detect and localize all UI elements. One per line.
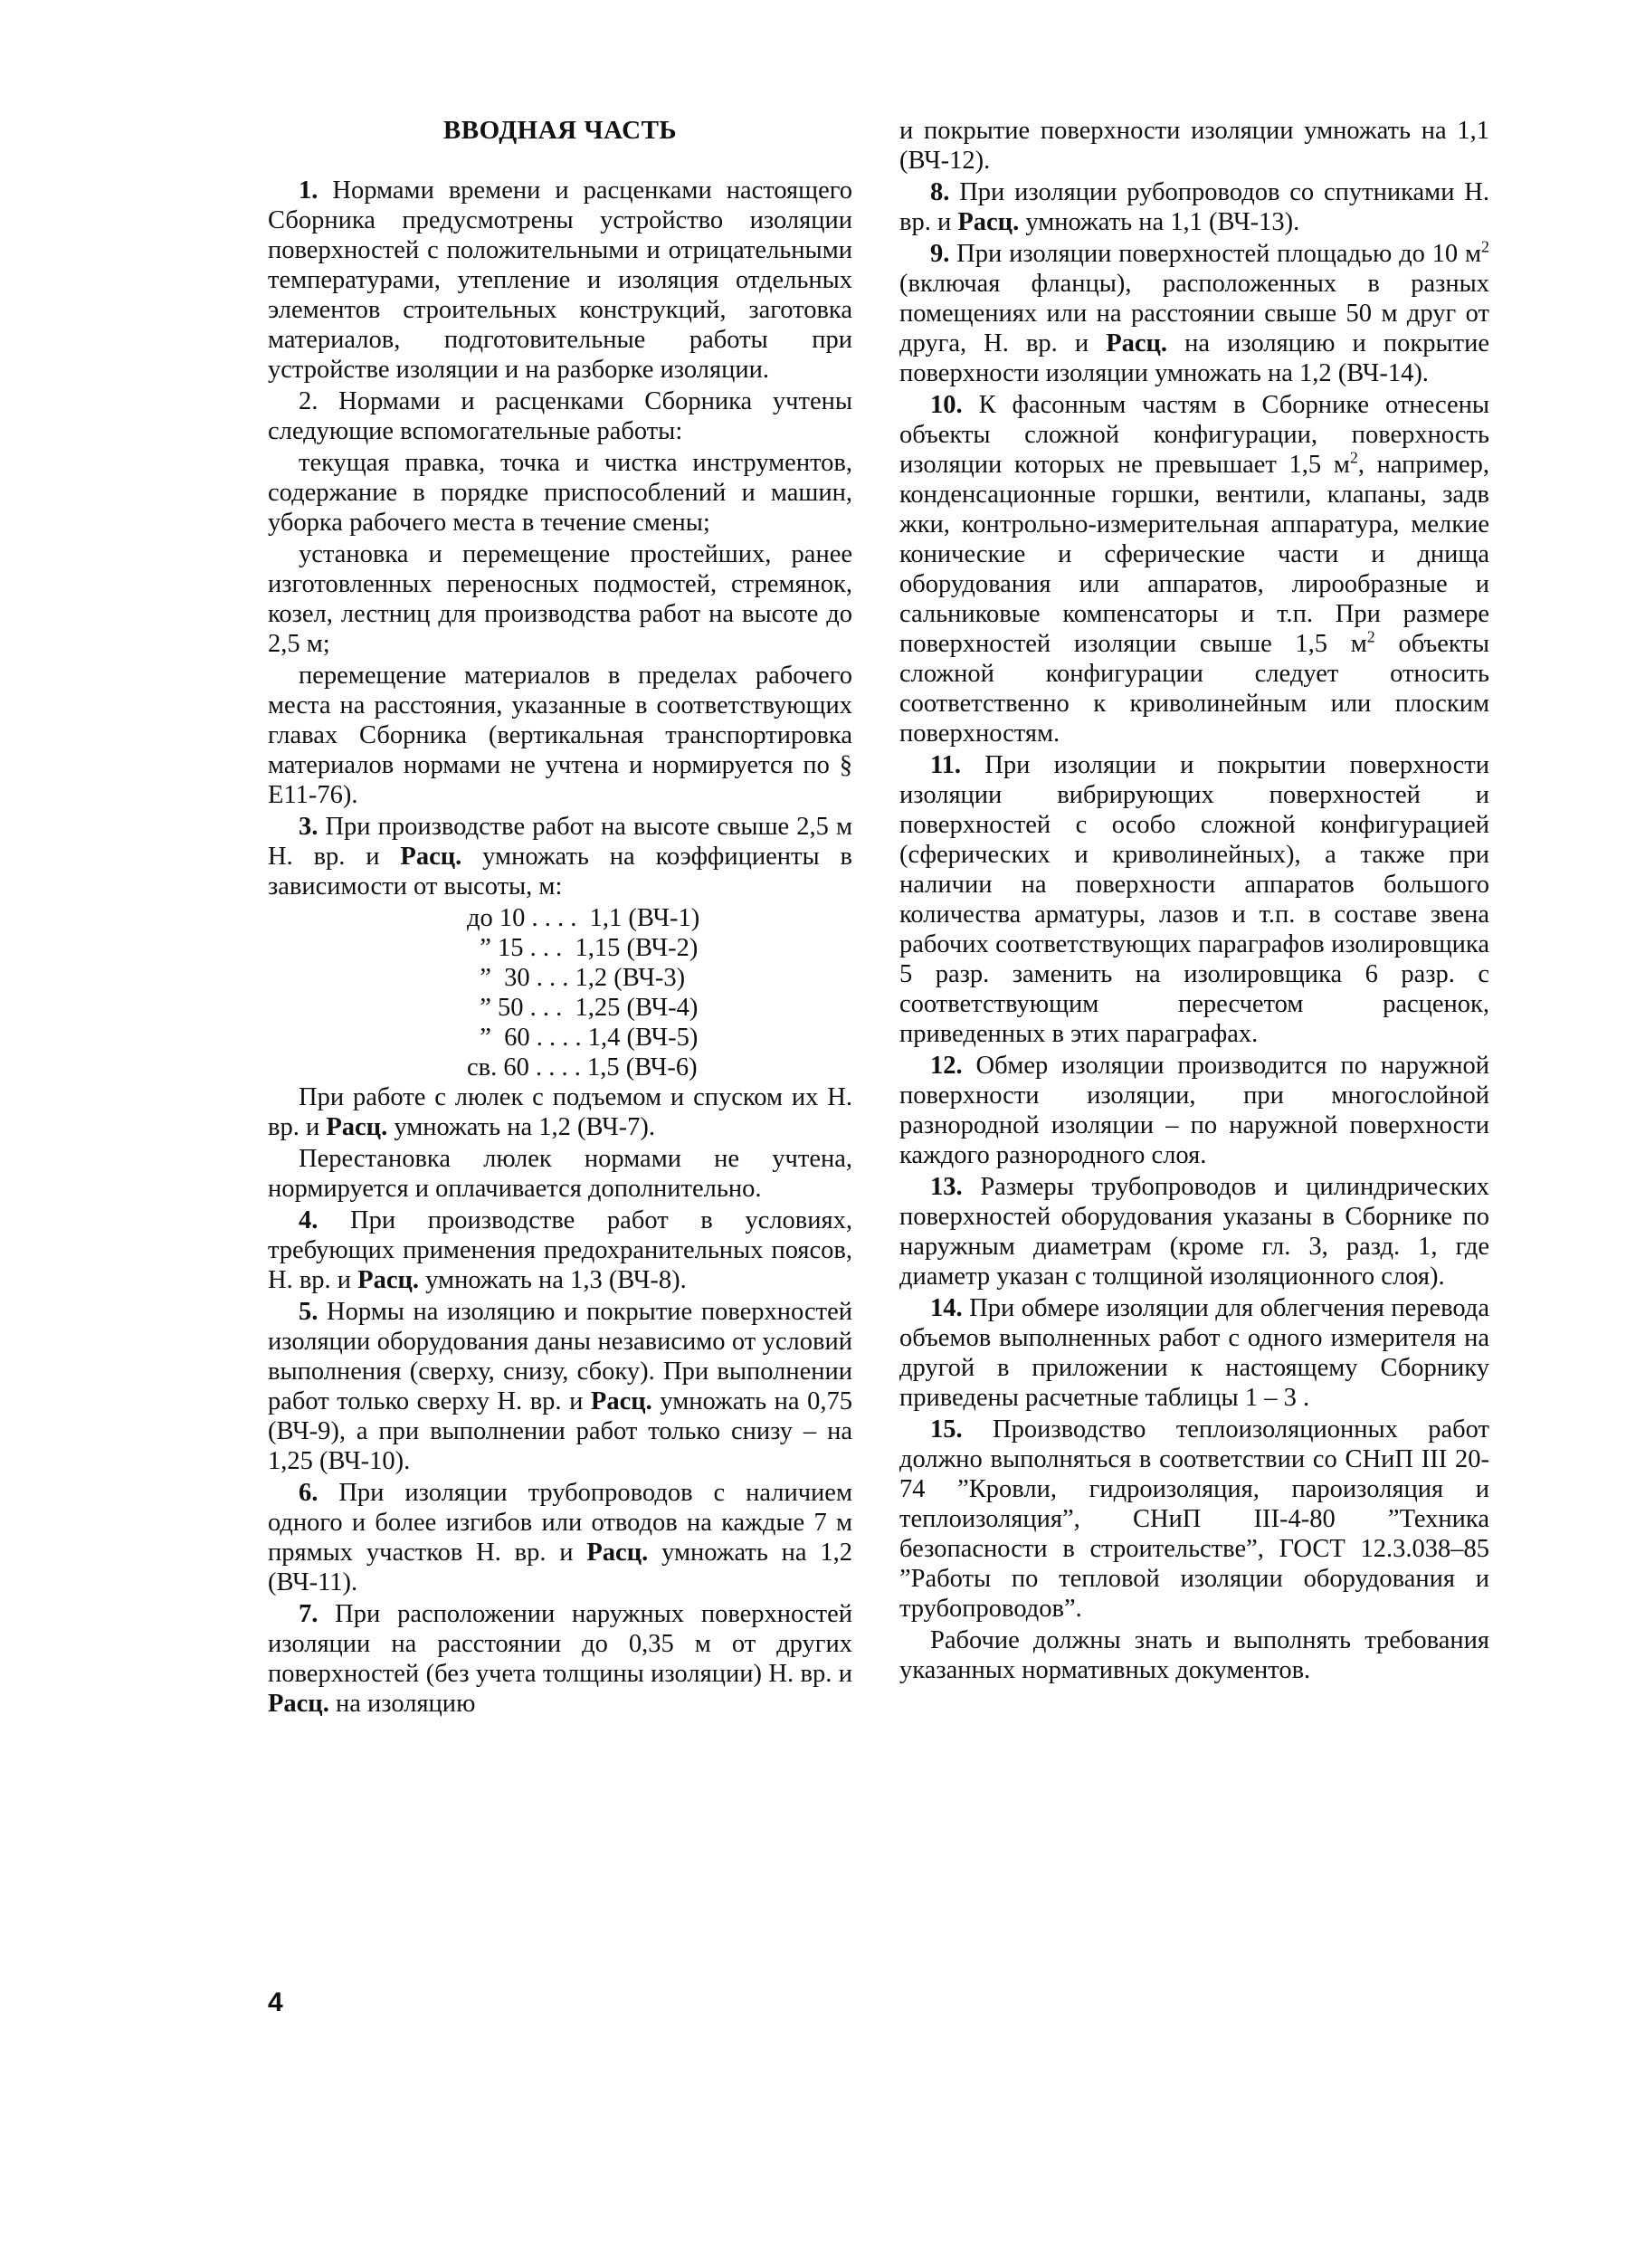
paragraph-9 — [899, 239, 1489, 388]
paragraph-3 — [268, 812, 852, 901]
rasc-label: Расц. — [357, 1266, 420, 1294]
superscript: 2 — [1481, 237, 1489, 256]
paragraph-number: 3. — [299, 813, 319, 841]
paragraph-number: 12. — [930, 1052, 963, 1080]
height-coefficient-list — [467, 903, 852, 1082]
paragraph-number: 14. — [930, 1294, 963, 1322]
paragraph-text: объекты сложной конфигурации следует относить соответственно к криволинейным или плоским поверхностям. — [899, 630, 1489, 748]
paragraph-text: При производстве работ в условиях, требующих применения предохранительных поясов, Н. вр. и — [268, 1206, 852, 1294]
paragraph-3d — [268, 1082, 852, 1142]
paragraph-text: умножать на 1,2 (ВЧ-11). — [268, 1539, 852, 1596]
coefficient-row: ” 15 . . . 1,15 (ВЧ-2) — [467, 934, 699, 962]
paragraph-8 — [899, 177, 1489, 237]
paragraph-2: 2. Нормами и расценками Сборника учтены следующие вспомогательные работы: — [268, 387, 852, 445]
rasc-label: Расц. — [400, 843, 462, 871]
paragraph-5 — [268, 1297, 852, 1476]
paragraph-text: (включая фланцы), расположенных в разных помещениях или на расстоянии свыше 50 м друг от друга, Н. вр. и — [899, 270, 1489, 357]
paragraph-text: При работе с люлек с подъемом и спуском их Н. вр. и — [268, 1083, 852, 1141]
paragraph-1 — [268, 176, 852, 385]
coefficient-row: св. 60 . . . . 1,5 (ВЧ-6) — [467, 1053, 698, 1082]
paragraph-14 — [899, 1293, 1489, 1413]
superscript: 2 — [1366, 627, 1375, 646]
superscript: 2 — [1349, 448, 1358, 467]
paragraph-number: 5. — [299, 1298, 319, 1326]
right-column — [899, 116, 1489, 1687]
rasc-label: Расц. — [326, 1113, 388, 1141]
page-number: 4 — [268, 1987, 283, 2017]
coefficient-row: ” 60 . . . . 1,4 (ВЧ-5) — [467, 1024, 699, 1052]
paragraph-2b: установка и перемещение простейших, ранее изготовленных переносных подмостей, стремянок, козел, лестниц для производства работ на высоте до 2,5 м; — [268, 540, 852, 658]
paragraph-text: При производстве работ на высоте свыше 2,5 м Н. вр. и — [268, 813, 852, 871]
paragraph-text: , например, конденсационные горшки, вентили, клапаны, задв жки, контрольно-измерительная аппаратура, мелкие конические и сферические части и днища оборудования или аппаратов, лирообразные и сальниковые компенсаторы и т.п. При размере поверхностей изоляции свыше 1,5 м — [899, 451, 1489, 658]
paragraph-7-continued: и покрытие поверхности изоляции умножать на 1,1 (ВЧ-12). — [899, 117, 1489, 175]
coefficient-row: ” 30 . . . 1,2 (ВЧ-3) — [467, 964, 686, 992]
paragraph-number: 6. — [299, 1479, 319, 1507]
paragraph-text: При изоляции и покрытии поверхности изоляции вибрирующих поверхностей и поверхностей с особо сложной конфигурацией (сферических и криволинейных), а также при наличии на поверхности аппаратов большого количества арматуры, лазов и т.п. в составе звена рабочих соответствующих параграфов изолировщика 5 разр. заменить на изолировщика 6 разр. с соответствующим пересчетом расценок, приведенных в этих параграфах. — [899, 751, 1489, 1048]
rasc-label: Расц. — [590, 1387, 652, 1415]
paragraph-text: умножать на 1,2 (ВЧ-7). — [387, 1113, 655, 1141]
paragraph-4 — [268, 1205, 852, 1295]
paragraph-number: 8. — [930, 178, 950, 206]
paragraph-text: При изоляции трубопроводов с наличием одного и более изгибов или отводов на каждые 7 м прямых участков Н. вр. и — [268, 1479, 852, 1567]
paragraph-text: Производство теплоизоляционных работ должно выполняться в соответствии со СНиП III 20-74 ”Кровли, гидроизоляция, пароизоляция и теплоизоляция”, СНиП III-4-80 ”Техника безопасности в строительстве”, ГОСТ 12.3.038–85 ”Работы по тепловой изоляции оборудования и трубопроводов”. — [899, 1415, 1489, 1623]
left-column — [268, 116, 852, 1720]
rasc-label: Расц. — [586, 1539, 649, 1567]
paragraph-6 — [268, 1478, 852, 1597]
rasc-label: Расц. — [957, 208, 1020, 236]
paragraph-text: Нормами времени и расценками настоящего Сборника предусмотрены устройство изоляции поверхностей с положительными и отрицательными температурами, утепление и изоляция отдельных элементов строительных конструкций, заготовка материалов, подготовительные работы при устройстве изоляции и на разборке изоляции. — [268, 176, 852, 384]
paragraph-text: умножать на коэффициенты в зависимости от высоты, м: — [268, 843, 852, 901]
paragraph-number: 1. — [299, 176, 319, 205]
paragraph-number: 15. — [930, 1415, 963, 1444]
paragraph-number: 13. — [930, 1173, 963, 1201]
paragraph-text: умножать на 1,3 (ВЧ-8). — [419, 1266, 687, 1294]
paragraph-text: При изоляции поверхностей площадью до 10 м — [949, 240, 1481, 268]
paragraph-text: умножать на 1,1 (ВЧ-13). — [1019, 208, 1300, 236]
paragraph-number: 9. — [930, 240, 950, 268]
paragraph-15 — [899, 1415, 1489, 1624]
paragraph-3e: Перестановка люлек нормами не учтена, нормируется и оплачивается дополнительно. — [268, 1145, 852, 1203]
paragraph-number: 4. — [299, 1206, 319, 1234]
coefficient-row: ” 50 . . . 1,25 (ВЧ-4) — [467, 994, 699, 1022]
paragraph-16: Рабочие должны знать и выполнять требования указанных нормативных документов. — [899, 1626, 1489, 1684]
rasc-label: Расц. — [268, 1690, 329, 1718]
paragraph-text: При обмере изоляции для облегчения перевода объемов выполненных работ с одного измерителя на другой в приложении к настоящему Сборнику приведены расчетные таблицы 1 – 3 . — [899, 1294, 1489, 1412]
paragraph-2c: перемещение материалов в пределах рабочего места на расстояния, указанные в соответствующих главах Сборника (вертикальная транспортировка материалов нормами не учтена и нормируется по § Е11-76). — [268, 662, 852, 809]
paragraph-text: на изоляцию и покрытие поверхности изоляции умножать на 1,2 (ВЧ-14). — [899, 329, 1489, 387]
paragraph-13 — [899, 1172, 1489, 1291]
paragraph-number: 11. — [930, 751, 962, 779]
paragraph-text: Нормы на изоляцию и покрытие поверхностей изоляции оборудования даны независимо от условий выполнения (сверху, снизу, сбоку). При выполнении работ только сверху Н. вр. и — [268, 1298, 852, 1415]
paragraph-7 — [268, 1599, 852, 1719]
paragraph-text: При расположении наружных поверхностей изоляции на расстоянии до 0,35 м от других поверхностей (без учета толщины изоляции) Н. вр. и — [268, 1600, 852, 1688]
section-heading: ВВОДНАЯ ЧАСТЬ — [442, 116, 678, 145]
paragraph-text: на изоляцию — [328, 1690, 476, 1718]
paragraph-number: 7. — [299, 1600, 319, 1628]
paragraph-number: 10. — [930, 391, 963, 419]
paragraph-text: умножать на 0,75 (ВЧ-9), а при выполнении работ только снизу – на 1,25 (ВЧ-10). — [268, 1387, 852, 1475]
paragraph-text: Обмер изоляции производится по наружной поверхности изоляции, при многослойной разнородной изоляции – по наружной поверхности каждого разнородного слоя. — [899, 1052, 1489, 1169]
paragraph-text: К фасонным частям в Сборнике отнесены объекты сложной конфигурации, поверхность изоляции которых не превышает 1,5 м — [899, 391, 1489, 479]
paragraph-10 — [899, 390, 1489, 748]
paragraph-text: Размеры трубопроводов и цилиндрических поверхностей оборудования указаны в Сборнике по наружным диаметрам (кроме гл. 3, разд. 1, где диаметр указан с толщиной изоляционного слоя). — [899, 1173, 1489, 1291]
coefficient-row: до 10 . . . . 1,1 (ВЧ-1) — [467, 904, 700, 932]
paragraph-12 — [899, 1051, 1489, 1170]
paragraph-11 — [899, 750, 1489, 1049]
paragraph-text: При изоляции рубопроводов со спутниками Н. вр. и — [899, 178, 1489, 236]
rasc-label: Расц. — [1106, 329, 1168, 357]
paragraph-2a: текущая правка, точка и чистка инструментов, содержание в порядке приспособлений и машин, уборка рабочего места в течение смены; — [268, 449, 852, 537]
